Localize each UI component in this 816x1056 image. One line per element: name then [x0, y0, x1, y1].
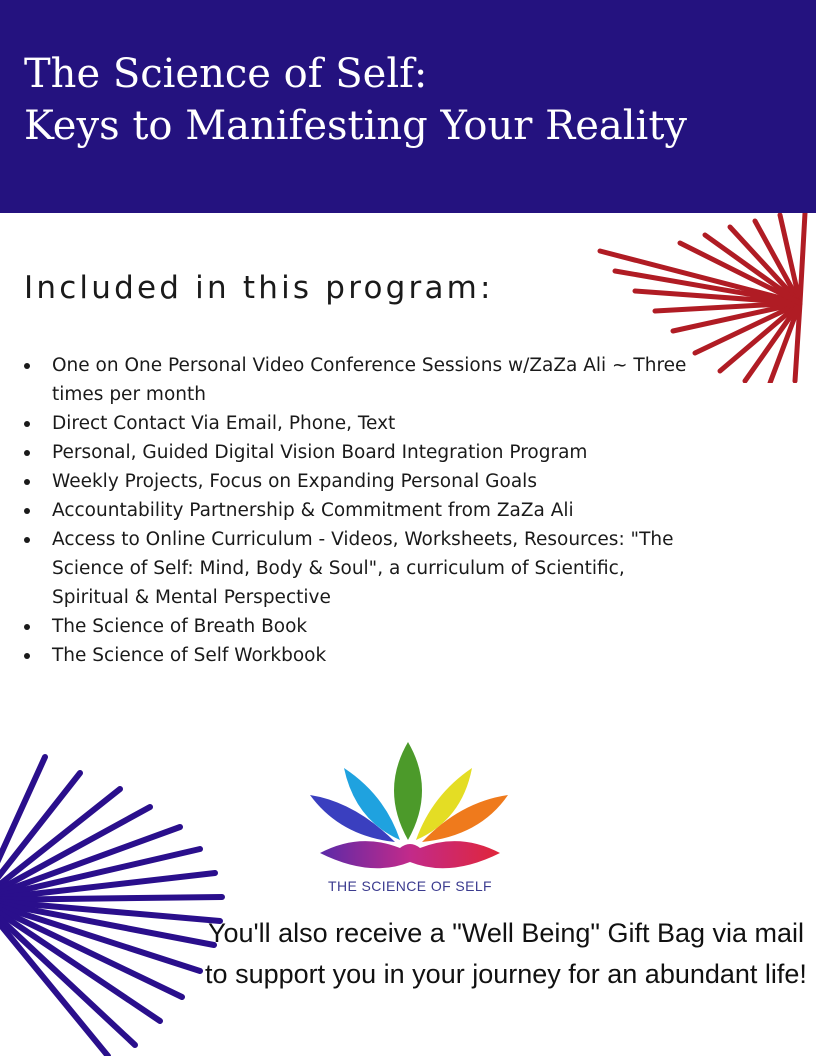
list-item: Accountability Partnership & Commitment from ZaZa Ali [52, 496, 692, 525]
program-heading: Included in this program: [24, 270, 494, 306]
list-item: Direct Contact Via Email, Phone, Text [52, 409, 692, 438]
purple-palm-leaf-decoration [0, 745, 250, 1056]
palm-frond [0, 897, 222, 900]
title-line-1: The Science of Self: [24, 51, 428, 97]
list-item: The Science of Breath Book [52, 612, 692, 641]
gift-bag-message: You'll also receive a "Well Being" Gift Bag via mail to support you in your journey for an abundant life! [205, 918, 807, 989]
page-title [24, 48, 687, 152]
title-line-2: Keys to Manifesting Your Reality [24, 103, 688, 149]
palm-frond [800, 213, 805, 303]
list-item: Access to Online Curriculum - Videos, Worksheets, Resources: "The Science of Self: Mind, Body & Soul", a curriculum of Scientific, Spiritual & Mental Perspective [52, 525, 692, 612]
logo-text: THE SCIENCE OF SELF [328, 878, 492, 894]
list-item: The Science of Self Workbook [52, 641, 692, 670]
list-item: Weekly Projects, Focus on Expanding Personal Goals [52, 467, 692, 496]
lotus-icon [300, 740, 520, 875]
header-banner [0, 0, 816, 213]
list-item: One on One Personal Video Conference Sessions w/ZaZa Ali ~ Three times per month [52, 351, 692, 409]
program-items-list [52, 351, 692, 670]
list-item: Personal, Guided Digital Vision Board Integration Program [52, 438, 692, 467]
